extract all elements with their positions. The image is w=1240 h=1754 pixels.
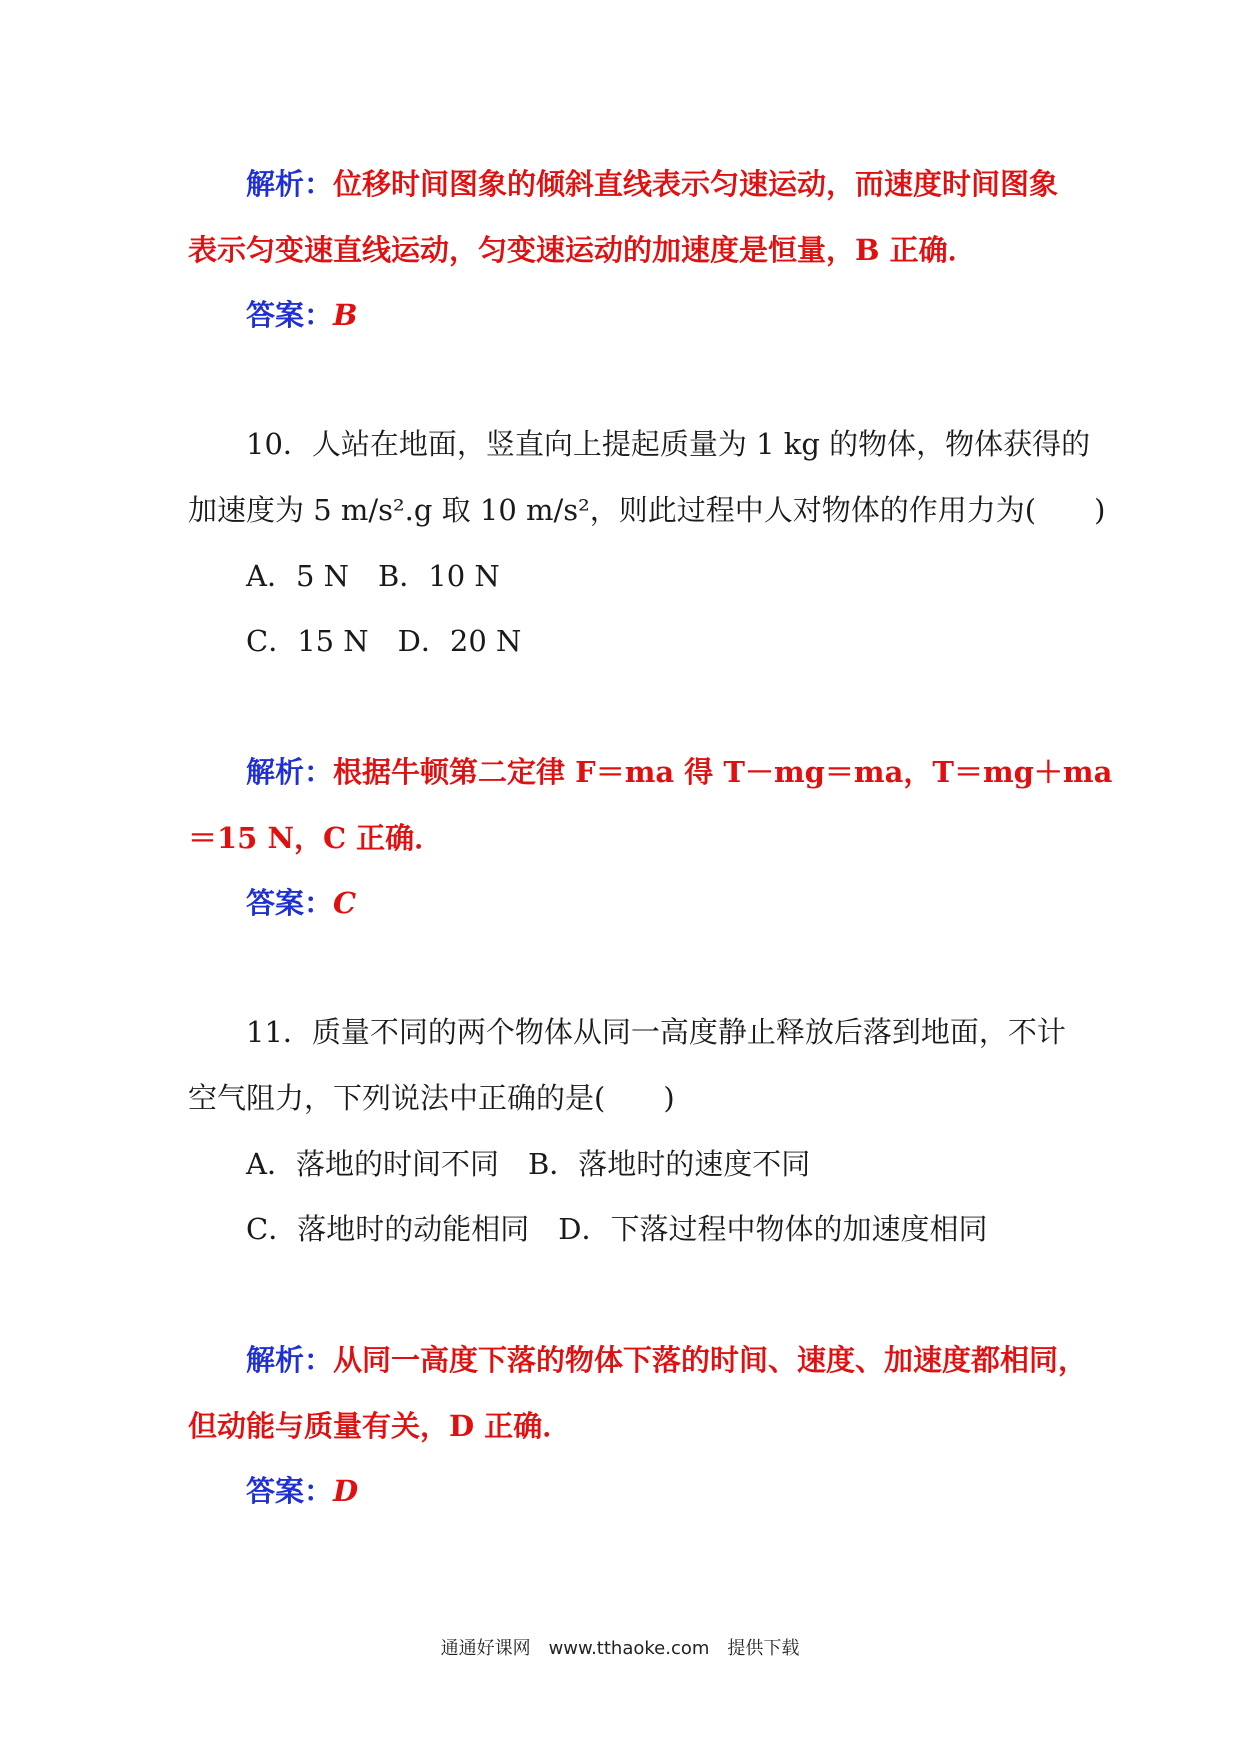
question-11-line1: 11．质量不同的两个物体从同一高度静止释放后落到地面，不计: [246, 1015, 1066, 1049]
answer-1: [246, 298, 358, 332]
question-10-options-row1: A．5 N B．10 N: [246, 559, 500, 593]
analysis-10: [246, 755, 1113, 789]
analysis-label: 解析：: [246, 755, 334, 789]
analysis-10-line2: ＝15 N，C 正确．: [188, 821, 444, 855]
answer-value: C: [333, 886, 357, 920]
question-11-options-row2: C．落地时的动能相同 D．下落过程中物体的加速度相同: [246, 1212, 988, 1246]
answer-label: 答案：: [246, 886, 334, 920]
analysis-text-line2: 表示匀变速直线运动，匀变速运动的加速度是恒量，B 正确．: [188, 233, 977, 267]
answer-value: B: [333, 298, 358, 332]
analysis-label: 解析：: [246, 1343, 334, 1377]
question-11-options-row1: A．落地的时间不同 B．落地时的速度不同: [246, 1147, 811, 1181]
analysis-text: 从同一高度下落的物体下落的时间、速度、加速度都相同，: [333, 1343, 1088, 1377]
page-footer: 通通好课网 www.tthaoke.com 提供下载: [440, 1638, 800, 1659]
analysis-11-line2: 但动能与质量有关，D 正确．: [188, 1409, 572, 1443]
answer-10: [246, 886, 357, 920]
answer-label: 答案：: [246, 1474, 334, 1508]
answer-label: 答案：: [246, 298, 334, 332]
question-10-options-row2: C．15 N D．20 N: [246, 624, 522, 658]
analysis-11: [246, 1343, 1088, 1377]
analysis-1: [246, 167, 1059, 201]
answer-11: [246, 1474, 359, 1508]
question-10-line1: 10．人站在地面，竖直向上提起质量为 1 kg 的物体，物体获得的: [246, 427, 1091, 461]
question-10-line2: 加速度为 5 m/s².g 取 10 m/s²，则此过程中人对物体的作用力为( ): [188, 493, 1106, 527]
analysis-text: 位移时间图象的倾斜直线表示匀速运动，而速度时间图象: [333, 167, 1059, 201]
analysis-text: 根据牛顿第二定律 F＝ma 得 T－mg＝ma，T＝mg＋ma: [333, 755, 1113, 789]
question-11-line2: 空气阻力，下列说法中正确的是( ): [188, 1081, 675, 1115]
analysis-label: 解析：: [246, 167, 334, 201]
answer-value: D: [333, 1474, 359, 1508]
